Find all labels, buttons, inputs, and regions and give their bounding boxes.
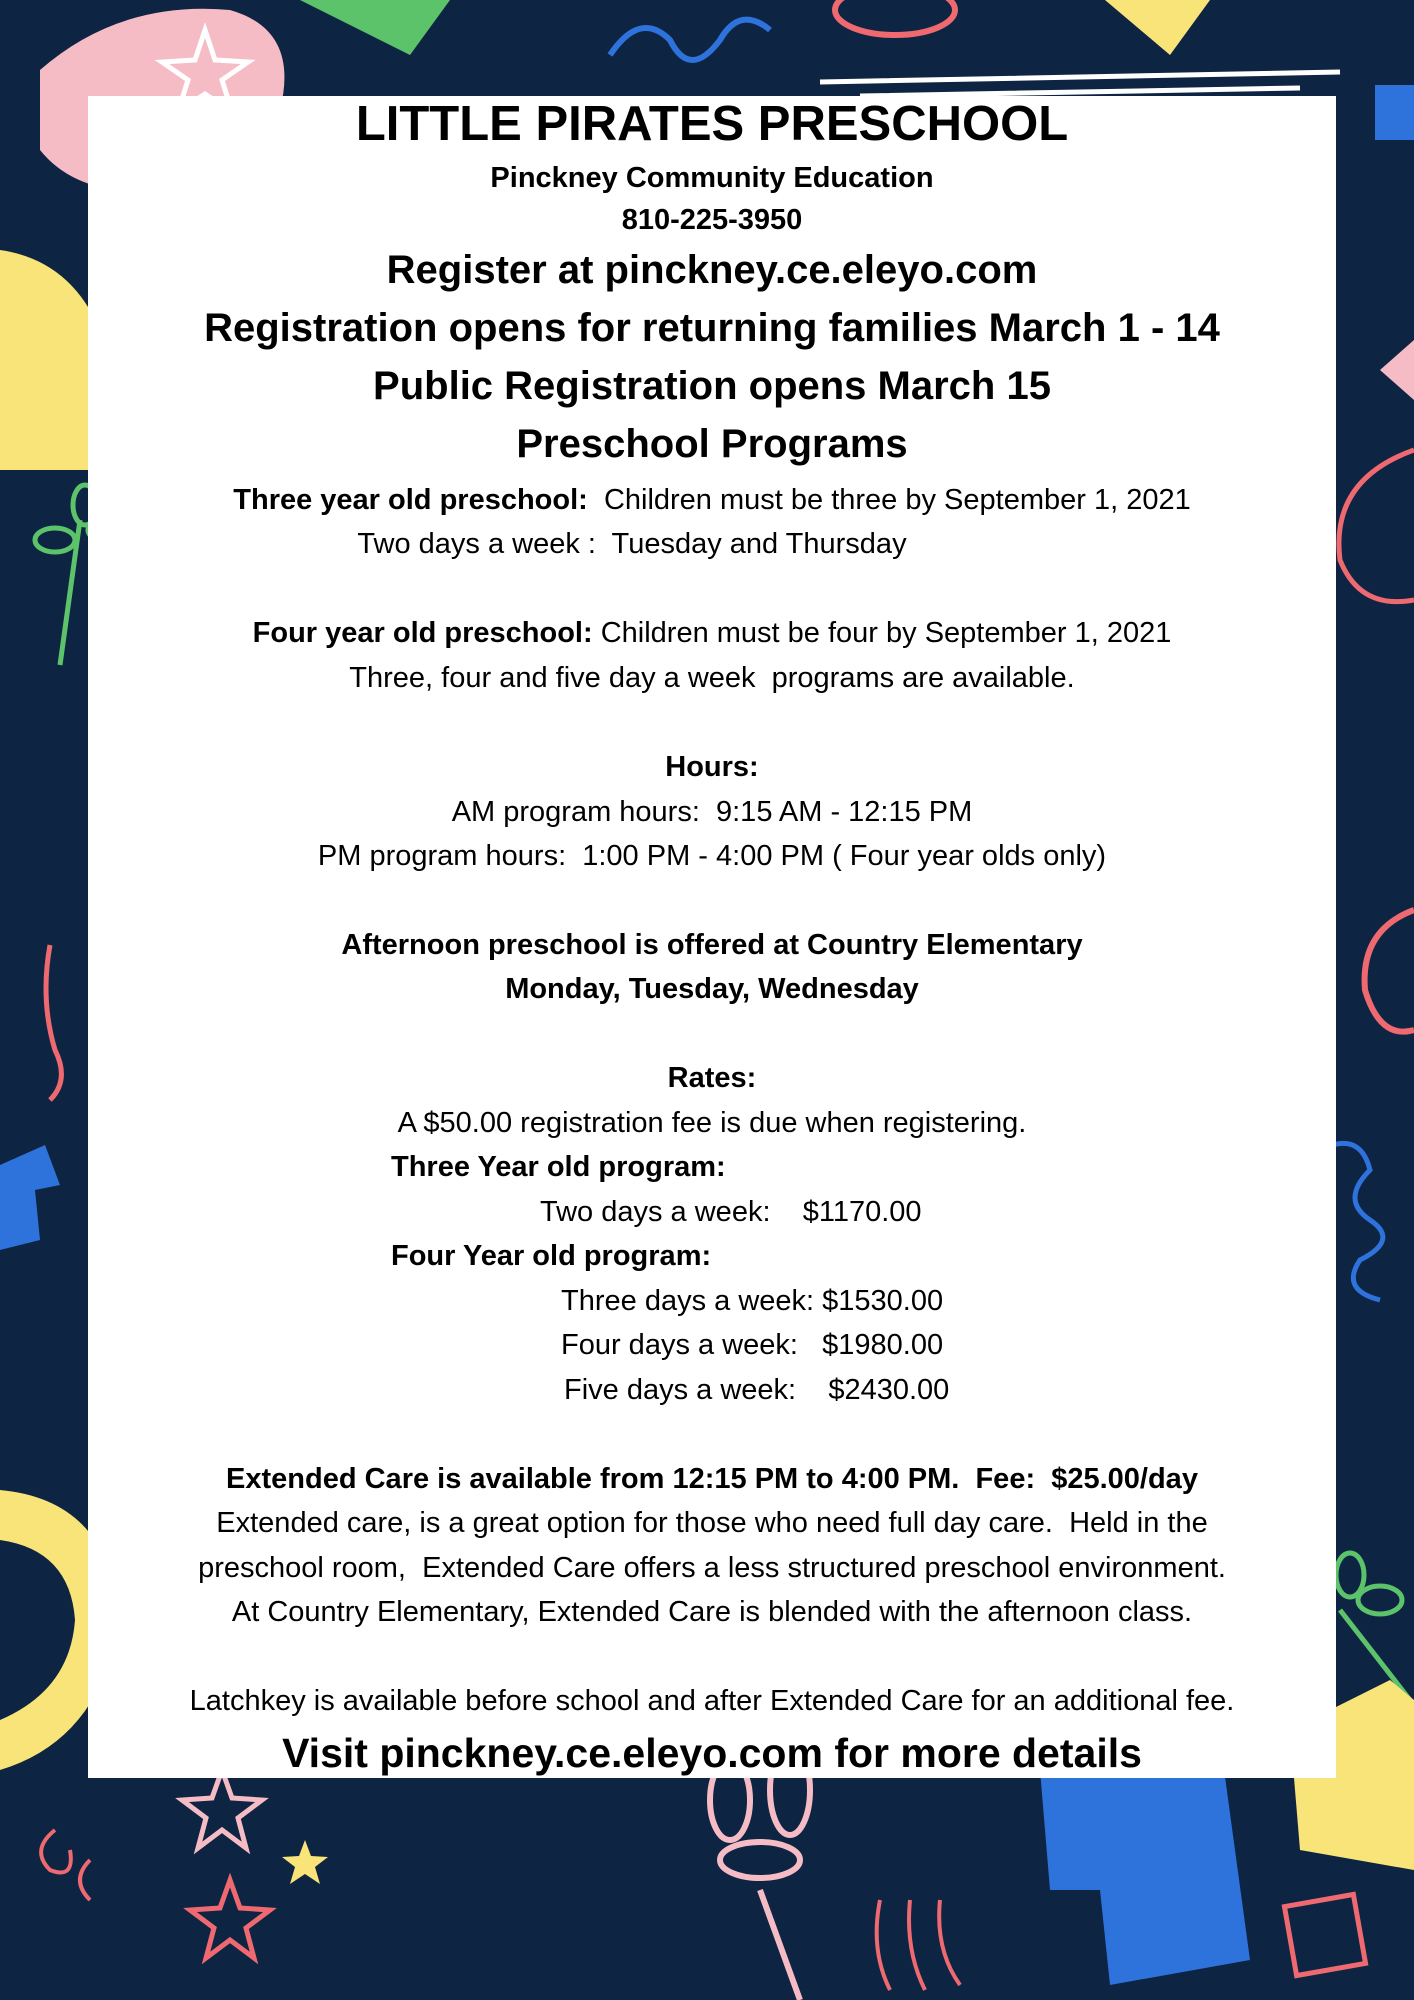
red-loop-shape [1339,450,1414,602]
three-year-requirement: Children must be three by September 1, 2021 [603,484,1191,516]
yellow-small-star-icon [282,1840,328,1884]
rate-price: $2430.00 [828,1374,950,1406]
four-year-rate-row [561,1285,1414,1318]
red-star-bottom-icon [190,1880,270,1958]
registration-fee: A $50.00 registration fee is due when registering. [397,1107,1027,1139]
phone-number: 810-225-3950 [621,204,803,236]
blue-block-shape [0,1145,60,1250]
red-square-outline-shape [1284,1894,1365,1975]
extended-care-line-2: preschool room, Extended Care offers a less structured preschool environment. [198,1552,1226,1584]
register-line: Register at pinckney.ce.eleyo.com [386,248,1038,292]
four-year-rate-row [561,1329,1414,1362]
afternoon-line-1: Afternoon preschool is offered at Country Elementary [341,929,1083,961]
four-year-rate-row [564,1374,1414,1407]
three-year-rate-row [540,1196,1414,1229]
white-brush-shape [820,72,1340,96]
four-year-requirement: Children must be four by September 1, 2021 [600,617,1172,649]
pm-hours: PM program hours: 1:00 PM - 4:00 PM ( Four year olds only) [317,840,1107,872]
rate-label: Four days a week: [561,1329,798,1361]
page-title: LITTLE PIRATES PRESCHOOL [355,97,1069,151]
blue-squiggle-shape [610,20,770,60]
extended-care-line-3: At Country Elementary, Extended Care is blended with the afternoon class. [231,1596,1193,1628]
red-curl-shape [41,1830,90,1900]
afternoon-line-2: Monday, Tuesday, Wednesday [505,973,919,1005]
green-shape [300,0,450,55]
rate-price: $1530.00 [822,1285,944,1317]
rates-heading: Rates: [667,1062,757,1094]
pink-shape [1380,340,1414,400]
rate-price: $1170.00 [802,1196,922,1228]
red-scribble-shape [835,0,955,35]
latchkey-info: Latchkey is available before school and after Extended Care for an additional fee. [189,1685,1235,1717]
rate-label: Five days a week: [564,1374,797,1406]
three-year-info [88,484,1336,517]
four-year-info [88,617,1336,650]
flyer-content [88,96,1336,1800]
rate-label: Three days a week: [561,1285,815,1317]
rate-label: Two days a week: [540,1196,771,1228]
red-scribble-right-shape [1365,910,1414,1032]
rate-price: $1980.00 [822,1329,944,1361]
four-year-schedule: Three, four and five day a week programs are available. [349,662,1075,694]
extended-care-heading: Extended Care is available from 12:15 PM to 4:00 PM. Fee: $25.00/day [226,1463,1198,1495]
four-year-rate-heading: Four Year old program: [391,1240,712,1272]
three-year-rate-heading: Three Year old program: [391,1151,726,1183]
red-marks-shape [877,1900,960,1990]
programs-heading: Preschool Programs [516,422,908,466]
returning-registration-line: Registration opens for returning families March 1 - 14 [204,306,1220,350]
visit-link[interactable]: Visit pinckney.ce.eleyo.com for more details [282,1730,1142,1776]
three-year-schedule: Two days a week : Tuesday and Thursday [357,528,907,560]
yellow-shape [1105,0,1210,55]
am-hours: AM program hours: 9:15 AM - 12:15 PM [451,796,973,828]
three-year-label: Three year old preschool: [233,484,588,516]
red-squiggle-shape [46,945,61,1100]
four-year-label: Four year old preschool: [252,617,593,649]
blue-square-shape [1375,85,1414,140]
hours-heading: Hours: [665,751,759,783]
extended-care-line-1: Extended care, is a great option for those who need full day care. Held in the [216,1507,1208,1539]
public-registration-line: Public Registration opens March 15 [373,364,1051,408]
organization-name: Pinckney Community Education [490,162,934,194]
